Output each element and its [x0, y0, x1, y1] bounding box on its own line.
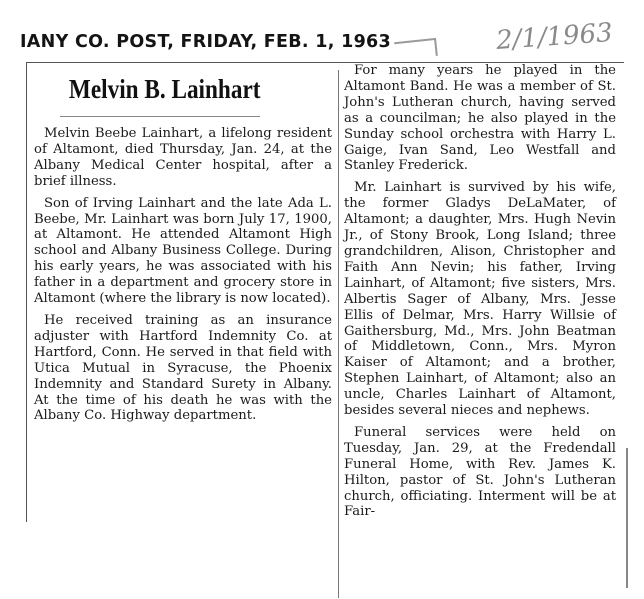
headline-underline	[60, 116, 260, 117]
edge-mark	[626, 448, 628, 588]
paragraph: Son of Irving Lainhart and the late Ada L. Beebe, Mr. Lainhart was born July 17, 1900, at Altamont. He attended Altamont High school and Albany Business College. During his early years, he was associated with his father in a department and grocery store in Altamont (where the library is now located).	[34, 195, 332, 307]
paragraph: Funeral services were held on Tuesday, Jan. 29, at the Fredendall Funeral Home, with Rev. James K. Hilton, pastor of St. John's Lutheran church, officiating. Interment will be at Fair-	[344, 424, 616, 520]
right-column	[344, 63, 616, 526]
handwritten-mark	[394, 38, 438, 60]
paragraph: Melvin Beebe Lainhart, a lifelong resident of Altamont, died Thursday, Jan. 24, at the Albany Medical Center hospital, after a brief illness.	[34, 126, 332, 189]
left-column	[34, 126, 332, 430]
masthead: IANY CO. POST, FRIDAY, FEB. 1, 1963	[20, 32, 391, 52]
obituary-headline: Melvin B. Lainhart	[68, 74, 261, 104]
column-divider	[338, 70, 339, 598]
handwritten-date: 2/1/1963	[495, 17, 614, 57]
left-frame-rule	[26, 62, 27, 522]
paragraph: He received training as an insurance adjuster with Hartford Indemnity Co. at Hartford, Conn. He served in that field with Utica Mutual in Syracuse, the Phoenix Indemnity and Standard Surety in Albany. At the time of his death he was with the Albany Co. Highway department.	[34, 312, 332, 424]
paragraph: Mr. Lainhart is survived by his wife, the former Gladys DeLaMater, of Altamont; a daughter, Mrs. Hugh Nevin Jr., of Stony Brook, Long Island; three grandchildren, Alison, Christopher and Faith Ann Nevin; his father, Irving Lainhart, of Altamont; five sisters, Mrs. Albertis Sager of Albany, Mrs. Jesse Ellis of Delmar, Mrs. Harry Willsie of Gaithersburg, Md., Mrs. John Beatman of Middletown, Conn., Mrs. Myron Kaiser of Altamont; and a brother, Stephen Lainhart, of Altamont; also an uncle, Charles Lainhart of Altamont, besides several nieces and nephews.	[344, 180, 616, 419]
paragraph: For many years he played in the Altamont Band. He was a member of St. John's Lutheran church, having served as a councilman; he also played in the Sunday school orchestra with Harry L. Gaige, Ivan Sand, Leo Westfall and Stanley Frederick.	[344, 63, 616, 174]
